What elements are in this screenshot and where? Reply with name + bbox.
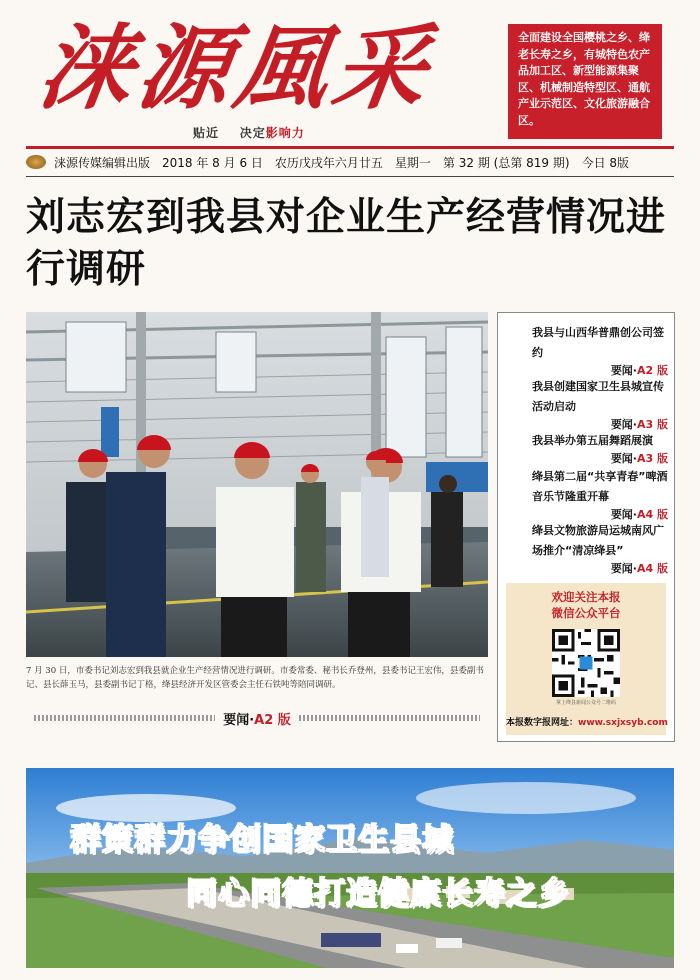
news-item-title[interactable]: 我县与山西华普鼎创公司签约 xyxy=(532,326,664,359)
news-item-ref[interactable] xyxy=(504,561,668,577)
lead-photo[interactable] xyxy=(26,312,488,657)
news-item-section: 要闻· xyxy=(610,508,637,521)
photo-page-reference[interactable] xyxy=(26,708,488,728)
slogan1-b: 争创 xyxy=(198,822,262,858)
dateline-rule xyxy=(26,176,674,177)
photo-ref-section: 要闻· xyxy=(223,712,255,728)
issue-number: 第 32 期 (总第 819 期) xyxy=(442,155,570,170)
divider-dots xyxy=(299,715,480,721)
news-item[interactable] xyxy=(504,377,668,433)
slogan2-b: 打造 xyxy=(314,876,378,912)
wechat-qr-panel xyxy=(506,583,666,735)
slogan-part-2: 决定 xyxy=(239,126,266,140)
lunar-date: 农历戊戌年六月廿五 xyxy=(274,155,383,170)
masthead-rule xyxy=(26,146,674,149)
slogan2-c: 健康长寿之乡 xyxy=(378,876,570,912)
divider-dots xyxy=(34,715,215,721)
publisher-logo-icon xyxy=(26,155,46,169)
photo-ref-page: A2 版 xyxy=(254,712,291,728)
news-index-sidebar xyxy=(497,312,675,742)
photo-caption: 7 月 30 日，市委书记刘志宏到我县就企业生产经营情况进行调研。市委常委、秘书长乔登州，县委书记王宏伟，县委副书记、县长薛玉马，县委副书记丁格，绛县经济开发区管委会主任石铁吨等陪同调研。 xyxy=(26,666,484,690)
news-item[interactable] xyxy=(504,323,668,379)
news-item-page: A3 版 xyxy=(637,418,668,431)
lead-headline[interactable]: 刘志宏到我县对企业生产经营情况进行调研 xyxy=(26,195,667,292)
slogan2-a: 同心同德 xyxy=(186,876,314,912)
banner-slogan-line-1 xyxy=(70,814,454,859)
news-item-ref[interactable] xyxy=(504,451,668,467)
banner-slogan-line-2 xyxy=(186,868,570,913)
news-item-page: A4 版 xyxy=(637,508,668,521)
slogan1-a: 群策群力 xyxy=(70,822,198,858)
news-item-page: A4 版 xyxy=(637,562,668,575)
news-item[interactable] xyxy=(504,431,668,467)
news-item-section: 要闻· xyxy=(610,562,637,575)
news-item-section: 要闻· xyxy=(610,418,637,431)
site-label: 本报数字报网址： xyxy=(506,718,579,728)
dateline xyxy=(26,150,674,174)
masthead-slogan xyxy=(193,124,305,141)
news-item-section: 要闻· xyxy=(610,364,637,377)
weekday: 星期一 xyxy=(394,155,431,170)
slogan-part-1: 贴近 xyxy=(193,126,220,140)
news-item-page: A2 版 xyxy=(637,364,668,377)
factory-visit-photo xyxy=(26,312,488,657)
masthead-title: 涞源風采 xyxy=(32,14,440,122)
qr-code-icon[interactable] xyxy=(552,629,620,697)
qr-hint: 掌上绛县新闻公众号二维码 xyxy=(555,700,616,706)
site-url[interactable]: www.sxjxsyb.com xyxy=(578,718,668,728)
news-item-title[interactable]: 绛县文物旅游局运城南风广场推介“清凉绛县” xyxy=(532,524,664,557)
news-item-section: 要闻· xyxy=(610,452,637,465)
page-count: 今日 8版 xyxy=(581,155,630,170)
news-item-page: A3 版 xyxy=(637,452,668,465)
slogan-part-3: 影响力 xyxy=(265,126,305,140)
news-item-title[interactable]: 绛县第二届“共享青春”啤酒音乐节隆重开幕 xyxy=(532,470,668,503)
publisher: 涞源传媒编辑出版 xyxy=(54,155,151,170)
news-item-title[interactable]: 我县创建国家卫生县城宣传活动启动 xyxy=(532,380,664,413)
news-item-title[interactable]: 我县举办第五届舞蹈展演 xyxy=(532,434,653,447)
digital-edition-url[interactable] xyxy=(506,715,666,728)
campaign-banner xyxy=(26,768,674,968)
news-item[interactable] xyxy=(504,467,668,523)
issue-date: 2018 年 8 月 6 日 xyxy=(162,155,263,170)
qr-panel-title xyxy=(506,589,666,621)
qr-title-line-2: 微信公众平台 xyxy=(551,606,621,620)
promo-box: 全面建设全国樱桃之乡、绛老长寿之乡，有城特色农产品加工区、新型能源集聚区、机械制造特型区、通航产业示范区、文化旅游融合区。 xyxy=(508,24,662,139)
qr-title-line-1: 欢迎关注本报 xyxy=(551,590,621,604)
slogan1-c: 国家卫生县城 xyxy=(262,822,454,858)
news-item[interactable] xyxy=(504,521,668,577)
